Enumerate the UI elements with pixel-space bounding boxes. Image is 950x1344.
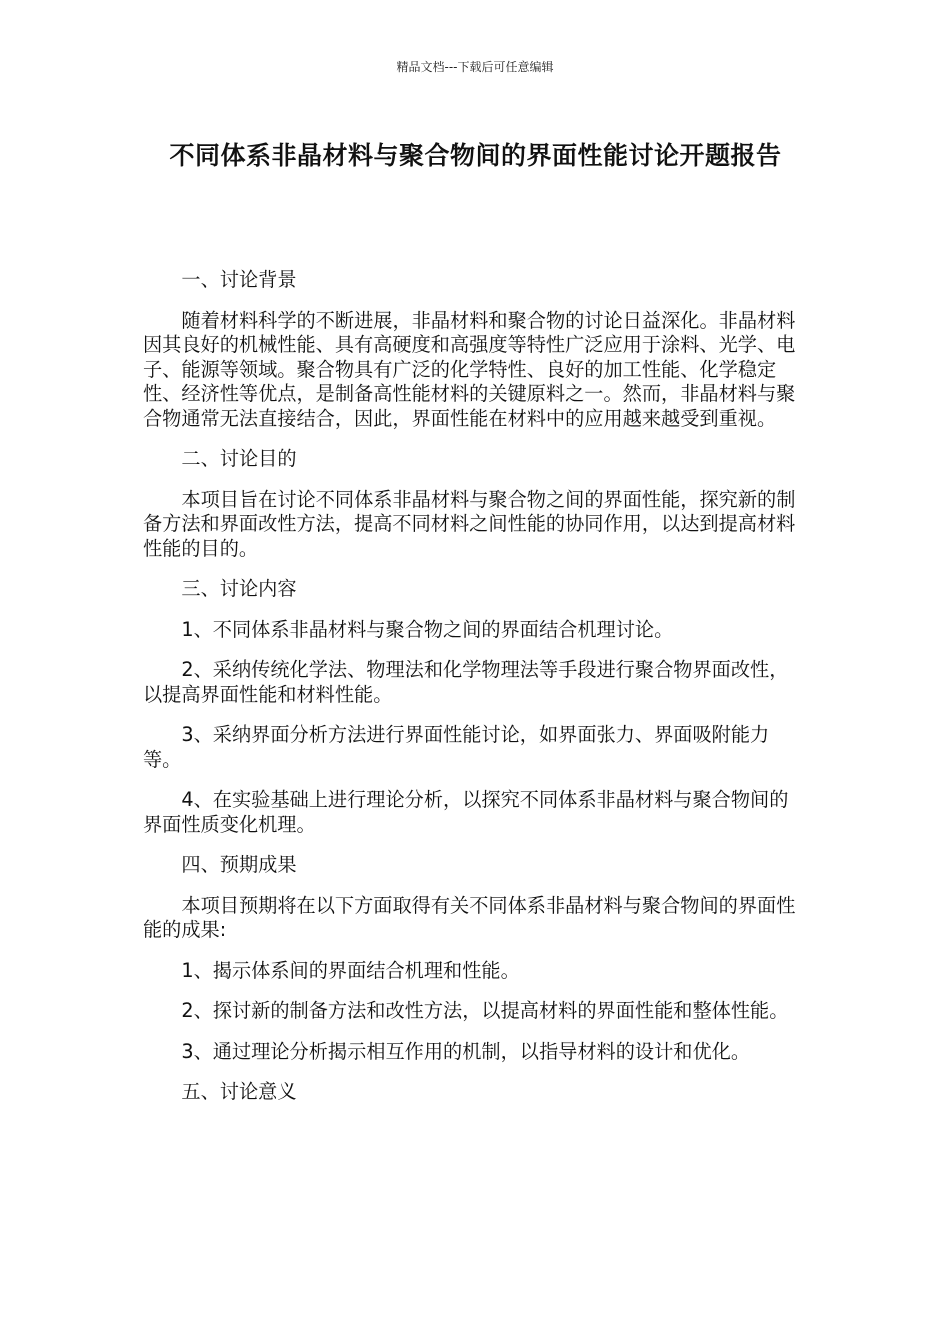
content-item: 1、不同体系非晶材料与聚合物之间的界面结合机理讨论。 [181,617,674,641]
expected-result-item: 3、通过理论分析揭示相互作用的机制，以指导材料的设计和优化。 [181,1039,751,1063]
section-heading-purpose: 二、讨论目的 [181,447,297,470]
header-note: 精品文档---下载后可任意编辑 [396,60,554,74]
section-heading-expected-results: 四、预期成果 [181,853,297,876]
document-title: 不同体系非晶材料与聚合物间的界面性能讨论开题报告 [169,141,782,170]
expected-result-item: 1、揭示体系间的界面结合机理和性能。 [181,958,520,982]
purpose-paragraph: 本项目旨在讨论不同体系非晶材料与聚合物之间的界面性能，探究新的制备方法和界面改性方法，提高不同材料之间性能的协同作用，以达到提高材料性能的目的。 [143,487,796,560]
section-heading-content: 三、讨论内容 [181,577,297,600]
expected-results-paragraph: 本项目预期将在以下方面取得有关不同体系非晶材料与聚合物间的界面性能的成果: [143,893,796,941]
content-item: 2、采纳传统化学法、物理法和化学物理法等手段进行聚合物界面改性，以提高界面性能和材料性能。 [143,658,789,706]
section-heading-background: 一、讨论背景 [181,268,297,291]
content-item: 4、在实验基础上进行理论分析，以探究不同体系非晶材料与聚合物间的界面性质变化机理。 [143,788,789,836]
background-paragraph: 随着材料科学的不断进展，非晶材料和聚合物的讨论日益深化。非晶材料因其良好的机械性能、具有高硬度和高强度等特性广泛应用于涂料、光学、电子、能源等领域。聚合物具有广泛的化学特性、良好的加工性能、化学稳定性、经济性等优点，是制备高性能材料的关键原料之一。然而，非晶材料与聚合物通常无法直接结合，因此，界面性能在材料中的应用越来越受到重视。 [143,308,796,430]
expected-result-item: 2、探讨新的制备方法和改性方法，以提高材料的界面性能和整体性能。 [181,999,789,1022]
document-body [143,268,805,1121]
content-item: 3、采纳界面分析方法进行界面性能讨论，如界面张力、界面吸附能力等。 [143,723,770,771]
section-heading-significance: 五、讨论意义 [181,1080,297,1103]
